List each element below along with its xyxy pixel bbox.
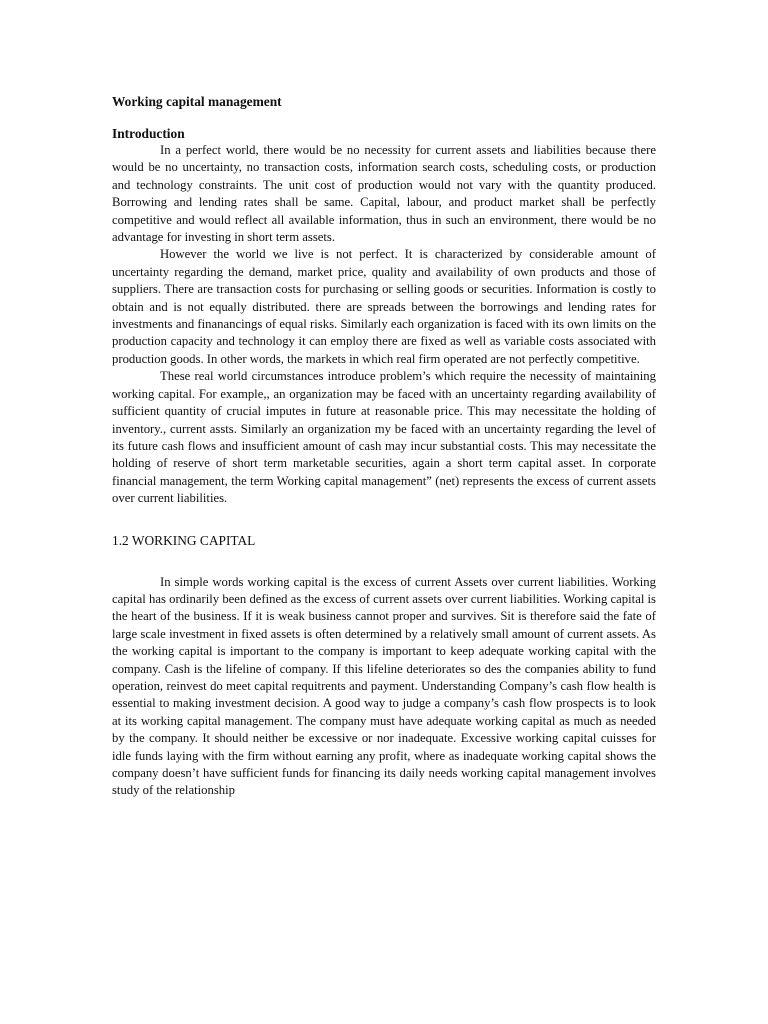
intro-paragraph-1: In a perfect world, there would be no necessity for current assets and liabilities because there would be no uncertainty, no transaction costs, information search costs, scheduling costs, or production and technology constraints. The unit cost of production would not vary with the quantity produced. Borrowing and lending rates shall be same. Capital, labour, and product market shall be perfectly competitive and would reflect all available information, thus in such an environment, there would be no advantage for investing in short term assets. [112,143,656,245]
introduction-heading: Introduction [112,126,185,141]
document-title: Working capital management [112,94,282,109]
intro-paragraph-3: These real world circumstances introduce problem’s which require the necessity of maintaining working capital. For example,, an organization may be faced with an uncertainty regarding availability of sufficient quantity of crucial imputes in future at reasonable price. This may necessitate the holding of inventory., current assts. Similarly an organization my be faced with an uncertainty regarding the level of its future cash flows and insufficient amount of cash may incur substantial costs. This may necessitate the holding of reserve of short term marketable securities, again a short term capital asset. In corporate financial management, the term Working capital management” (net) represents the excess of current assets over current liabilities. [112,369,656,506]
working-capital-paragraph: In simple words working capital is the excess of current Assets over current liabilities. Working capital has ordinarily been defined as the excess of current assets over current liabilities. Working capital is the heart of the business. If it is weak business cannot proper and survives. Sit is therefore said the fate of large scale investment in fixed assets is often determined by a relatively small amount of current assets. As the working capital is important to the company is important to keep adequate working capital with the company. Cash is the lifeline of company. If this lifeline deteriorates so des the companies ability to fund operation, reinvest do meet capital requitrents and payment. Understanding Company’s cash flow health is essential to making investment decision. A good way to judge a company’s cash flow prospects is to look at its working capital management. The company must have adequate working capital as much as needed by the company. It should neither be excessive or nor inadequate. Excessive working capital cuisses for idle funds laying with the firm without earning any profit, where as inadequate working capital shows the company doesn’t have sufficient funds for financing its daily needs working capital management involves study of the relationship [112,574,656,798]
intro-paragraph-2: However the world we live is not perfect. It is characterized by considerable amount of uncertainty regarding the demand, market price, quality and availability of own products and those of suppliers. There are transaction costs for purchasing or selling goods or securities. Information is costly to obtain and is not equally distributed. there are spreads between the borrowings and lending rates for investments and finanancings of equal risks. Similarly each organization is faced with its own limits on the production capacity and technology it can employ there are fixed as well as variable costs associated with production goods. In other words, the markets in which real firm operated are not perfectly competitive. [112,247,656,366]
working-capital-heading: 1.2 WORKING CAPITAL [112,532,256,548]
